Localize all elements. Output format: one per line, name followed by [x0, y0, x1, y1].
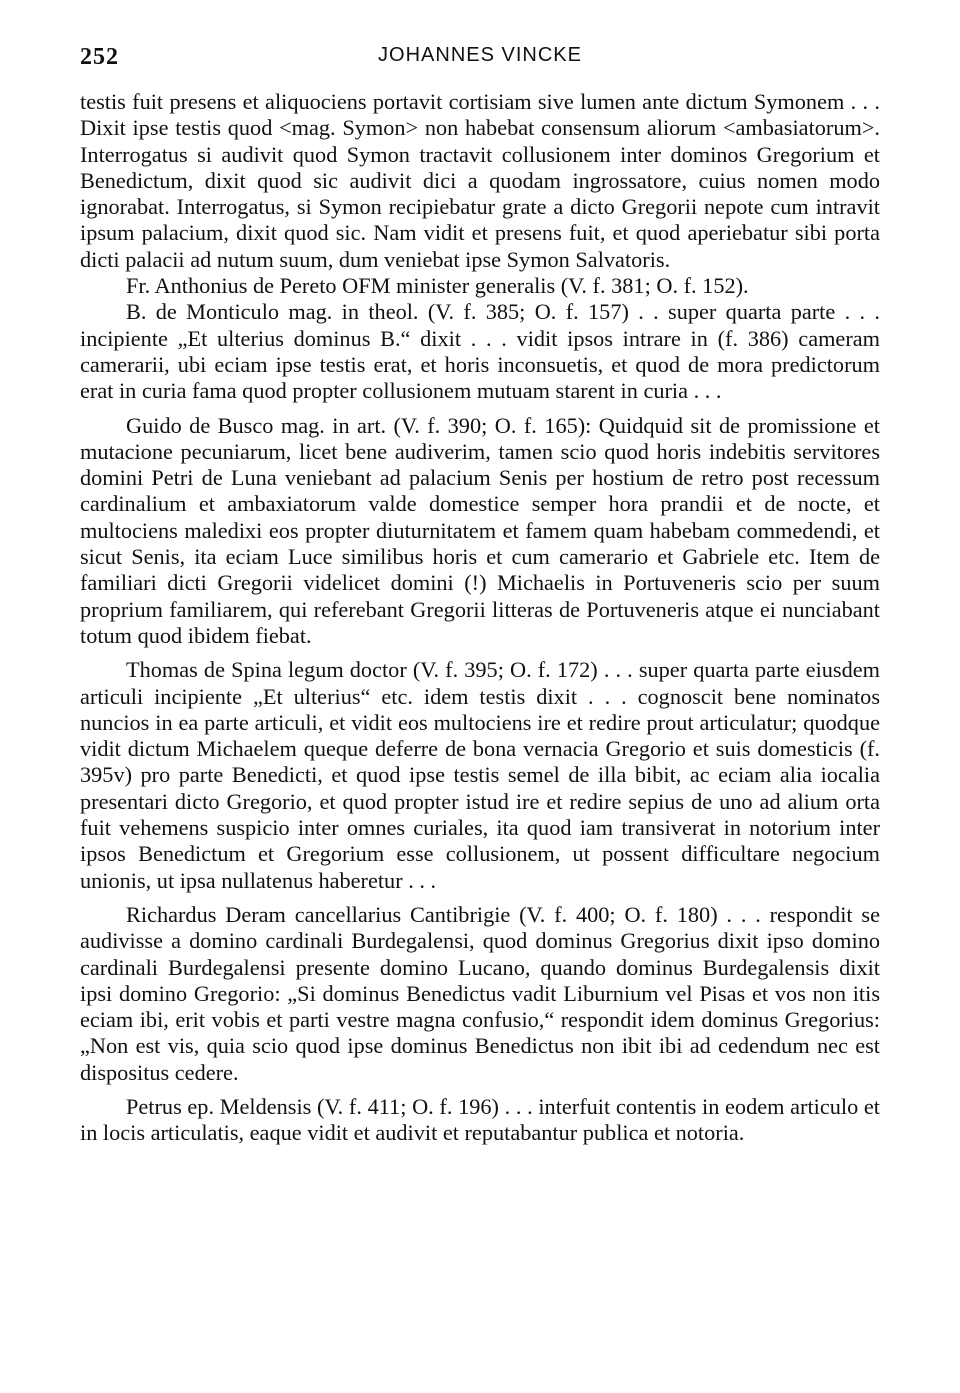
paragraph-anthonius-de-pereto: Fr. Anthonius de Pereto OFM minister generalis (V. f. 381; O. f. 152). — [126, 273, 749, 299]
page-body — [80, 89, 880, 1147]
paragraph-thomas-de-spina: Thomas de Spina legum doctor (V. f. 395; O. f. 172) . . . super quarta parte eiusdem articuli incipiente „Et ulterius“ etc. idem testis dixit . . . cognoscit bene nominatos nuncios in ea parte articuli, et vidit eos multociens ire et redire prout articulatur; quodque vidit dictum Michaelem queque deferre de bona vernacia Gregorio et suis domesticis (f. 395v) pro parte Benedicti, et quod ipse testis semel de illa bibit, ac eciam alia iocalia presentari dicto Gregorio, et quod propter istud ire et redire sepius de uno ad alium orta fuit vehemens suspicio inter omnes curiales, ita quod iam transiverat in notorium inter ipsos Benedictum et Gregorium esse collusionem, ut possent difficultare negocium unionis, ut ipsa nullatenus haberetur . . . — [80, 657, 880, 893]
paragraph-guido-de-busco: Guido de Busco mag. in art. (V. f. 390; O. f. 165): Quidquid sit de promissione et mutacione pecuniarum, licet bene audiverim, tamen scio quod horis indebitis servitores domini Petri de Luna veniebant ad palacium Senis per hostium de retro post recessum cardinalium et ambaxiatorum valde domestice semper hora prandii et de nocte, et multociens maledixi eos propter diuturnitatem et famem quam habebam commedendi, et sicut Senis, ita eciam Luce similibus horis et cum camerario et Gabriele etc. Item de familiari dicti Gregorii videlicet domini (!) Michaelis in Portuveneris scio per suum proprium familiarem, qui referebant Gregorii litteras de Portuveneris atque ei nunciabant totum quod ibidem fiebat. — [80, 412, 880, 648]
paragraph-b-de-monticulo: B. de Monticulo mag. in theol. (V. f. 385; O. f. 157) . . super quarta parte . . . incipiente „Et ulterius dominus B.“ dixit . . . vidit ipsos intrare in (f. 386) cameram camerarii, ubi eciam ipse testis erat, et horis inconsuetis, et quod de mora predictorum erat in curia fama quod propter collusionem mutuam starent in curia . . . — [80, 299, 880, 404]
paragraph-richardus-deram: Richardus Deram cancellarius Cantibrigie (V. f. 400; O. f. 180) . . . respondit se audivisse a domino cardinali Burdegalensi, quod dominus Gregorius dixit ipso domino cardinali Burdegalensi presente domino Lucano, quando dominus Burdegalensis dixit ipsi domino Gregorio: „Si dominus Benedictus vadit Liburnium vel Pisas et vos non itis eciam ibi, erit vobis et parti vestre magna confusio,“ respondit idem dominus Gregorius: „Non est vis, quia scio quod ipse dominus Benedictus non ibit ibi ad cedendum nec est dispositus cedere. — [80, 901, 880, 1085]
paragraph-symon-testimony: testis fuit presens et aliquociens portavit cortisiam sive lumen ante dictum Symonem . . . Dixit ipse testis quod <mag. Symon> non habebat consensum aliorum <ambasiatorum>. Interrogatus si audivit quod Symon tractavit collusionem inter dominos Gregorium et Benedictum, dixit quod sic audivit dici a quodam ingrossatore, cuius nomen modo ignorabat. Interrogatus, si Symon recipiebatur grate a dicto Gregorii nepote cum intravit ipsum palacium, dixit quod sic. Nam vidit et presens fuit, et quod aperiebatur sibi porta dicti palacii ad nutum suum, dum veniebat ipse Symon Salvatoris. — [80, 89, 880, 272]
running-title: JOHANNES VINCKE — [378, 44, 582, 66]
page-number: 252 — [80, 44, 119, 70]
paragraph-petrus-meldensis: Petrus ep. Meldensis (V. f. 411; O. f. 196) . . . interfuit contentis in eodem articulo et in locis articulatis, eaque vidit et audivit et reputabantur publica et notoria. — [80, 1093, 880, 1146]
